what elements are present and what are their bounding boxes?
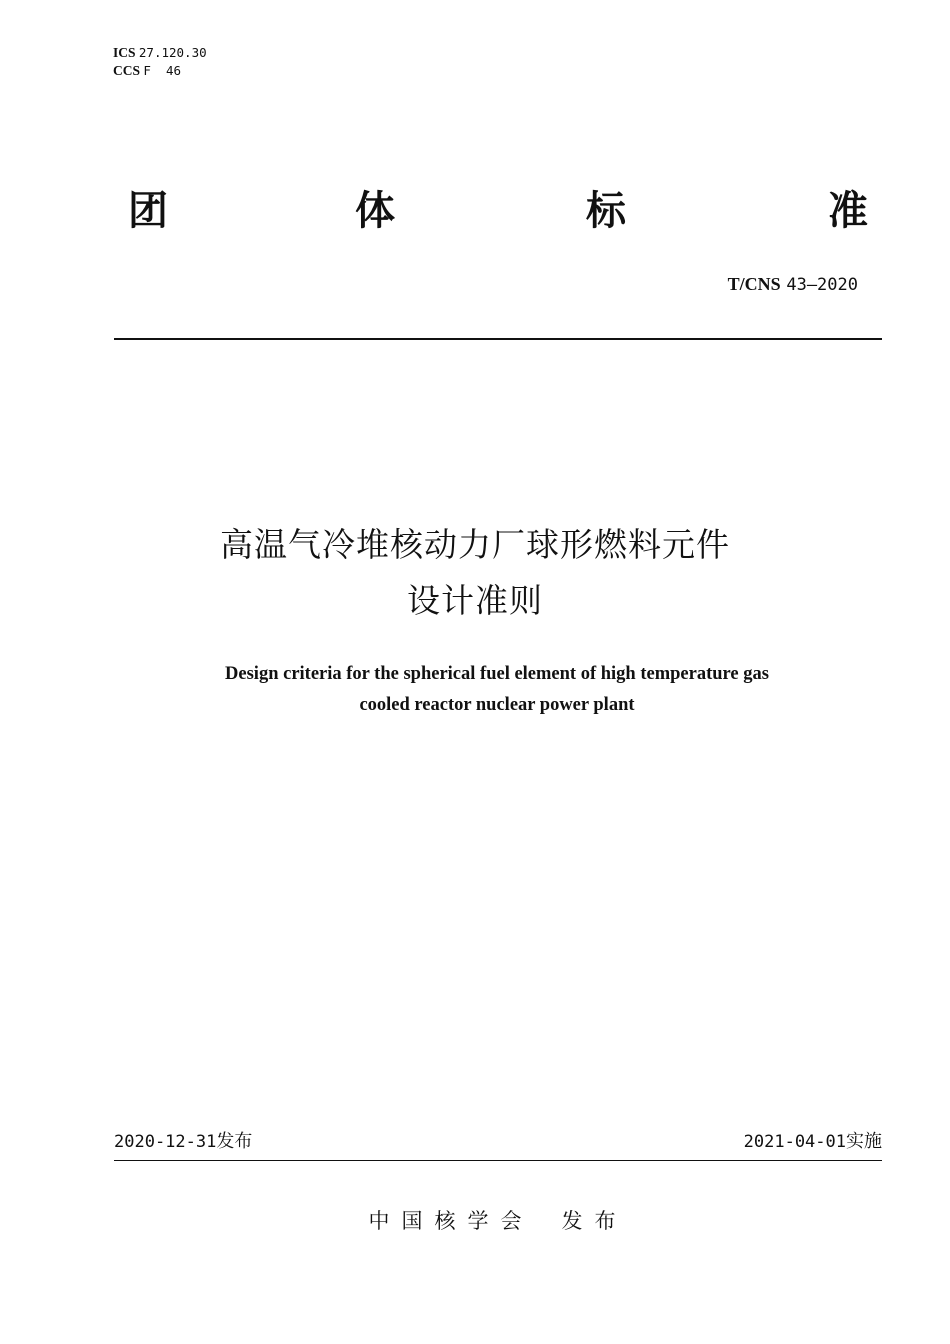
standard-number-prefix: T/CNS [727,274,781,294]
publisher-action: 发布 [561,1209,628,1233]
ccs-label: CCS [113,63,141,78]
standard-type-char-2: 体 [355,188,395,234]
ccs-line [113,62,207,80]
chinese-title-line-2: 设计准则 [407,581,543,620]
bottom-divider [114,1160,882,1161]
issue-date-value: 2020-12-31 [114,1132,217,1152]
issue-date-label: 发布 [216,1131,253,1152]
standard-type-char-4: 准 [828,188,868,234]
english-title-line-2: cooled reactor nuclear power plant [359,695,635,715]
publisher-name: 中国核学会 [368,1209,534,1233]
classification-codes [113,44,207,80]
standard-number [728,272,858,297]
chinese-title-line-1: 高温气冷堆核动力厂球形燃料元件 [220,525,730,564]
top-divider [114,338,882,340]
standard-type-char-1: 团 [128,188,168,234]
standard-type-char-3: 标 [586,188,626,234]
standard-type-heading [128,184,868,238]
issue-date [114,1128,252,1156]
implementation-date-label: 实施 [846,1131,882,1152]
implementation-date-value: 2021-04-01 [743,1132,846,1152]
ccs-code: F 46 [143,63,182,78]
english-title-line-1: Design criteria for the spherical fuel element of high temperature gas [225,664,769,684]
standard-number-value: 43—2020 [786,275,858,295]
ics-line [113,44,207,62]
ics-label: ICS [113,45,136,60]
publisher-line [0,1204,950,1238]
implementation-date [744,1128,882,1156]
ics-code: 27.120.30 [138,45,207,60]
